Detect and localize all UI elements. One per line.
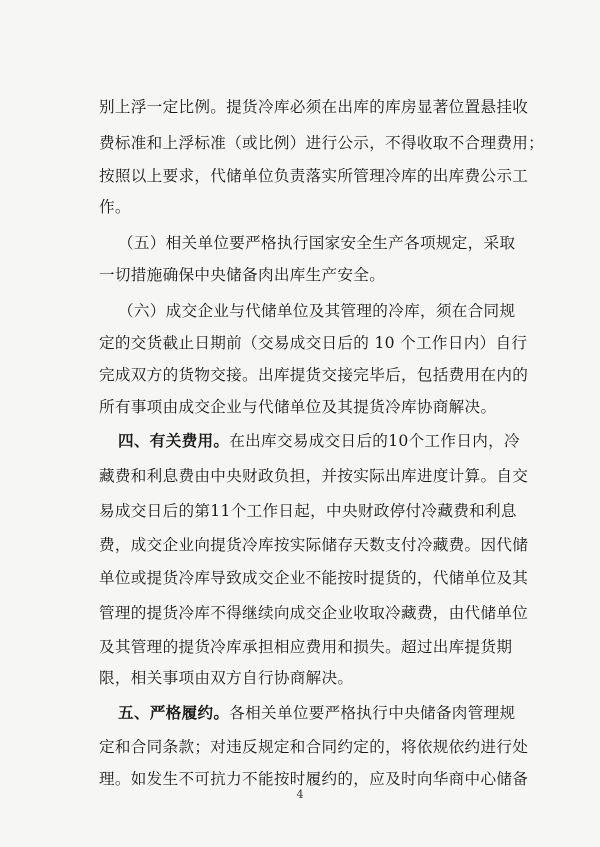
text-run: 各相关单位要严格执行中央储备肉管理规 <box>229 704 516 722</box>
text-line: 理。如发生不可抗力不能按时履约的，应及时向华商中心储备 <box>99 770 529 788</box>
text-line: 管理的提货冷库不得继续向成交企业收取冷藏费，由代储单位 <box>99 604 529 622</box>
text-line: 易成交日后的第11个工作日起，中央财政停付冷藏费和利息 <box>99 502 517 520</box>
text-line: 费，成交企业向提货冷库按实际储存天数支付冷藏费。因代储 <box>99 536 529 554</box>
text-line: 费标准和上浮标准（或比例）进行公示，不得收取不合理费用； <box>99 134 545 152</box>
text-line: 作。 <box>99 198 131 216</box>
text-line: （五）相关单位要严格执行国家安全生产各项规定，采取 <box>118 234 516 252</box>
text-line: 按照以上要求，代储单位负责落实所管理冷库的出库费公示工 <box>99 167 529 185</box>
text-line: 及其管理的提货冷库承担相应费用和损失。超过出库提货期 <box>99 638 513 656</box>
text-line: 一切措施确保中央储备肉出库生产安全。 <box>99 266 386 284</box>
section-heading: 五、严格履约。 <box>118 703 230 722</box>
text-line: 单位或提货冷库导致成交企业不能按时提货的，代储单位及其 <box>99 569 529 587</box>
text-line: 藏费和利息费由中央财政负担，并按实际出库进度计算。自交 <box>99 467 529 485</box>
text-line: 别上浮一定比例。提货冷库必须在出库的库房显著位置悬挂收 <box>99 98 529 116</box>
page-number: 4 <box>296 788 304 801</box>
section-heading: 四、有关费用。 <box>118 431 230 450</box>
text-line: 所有事项由成交企业与代储单位及其提货冷库协商解决。 <box>99 398 497 416</box>
text-line: 定的交货截止日期前（交易成交日后的 10 个工作日内）自行 <box>99 334 528 352</box>
text-line <box>118 704 515 722</box>
text-line: 限，相关事项由双方自行协商解决。 <box>99 669 354 687</box>
text-line: 完成双方的货物交接。出库提货交接完毕后，包括费用在内的 <box>99 366 529 384</box>
text-line <box>118 432 520 450</box>
text-line: 定和合同条款；对违反规定和合同约定的，将依规依约进行处 <box>99 738 529 756</box>
text-run: 在出库交易成交日后的10个工作日内，冷 <box>229 432 520 450</box>
text-line: （六）成交企业与代储单位及其管理的冷库，须在合同规 <box>118 302 516 320</box>
